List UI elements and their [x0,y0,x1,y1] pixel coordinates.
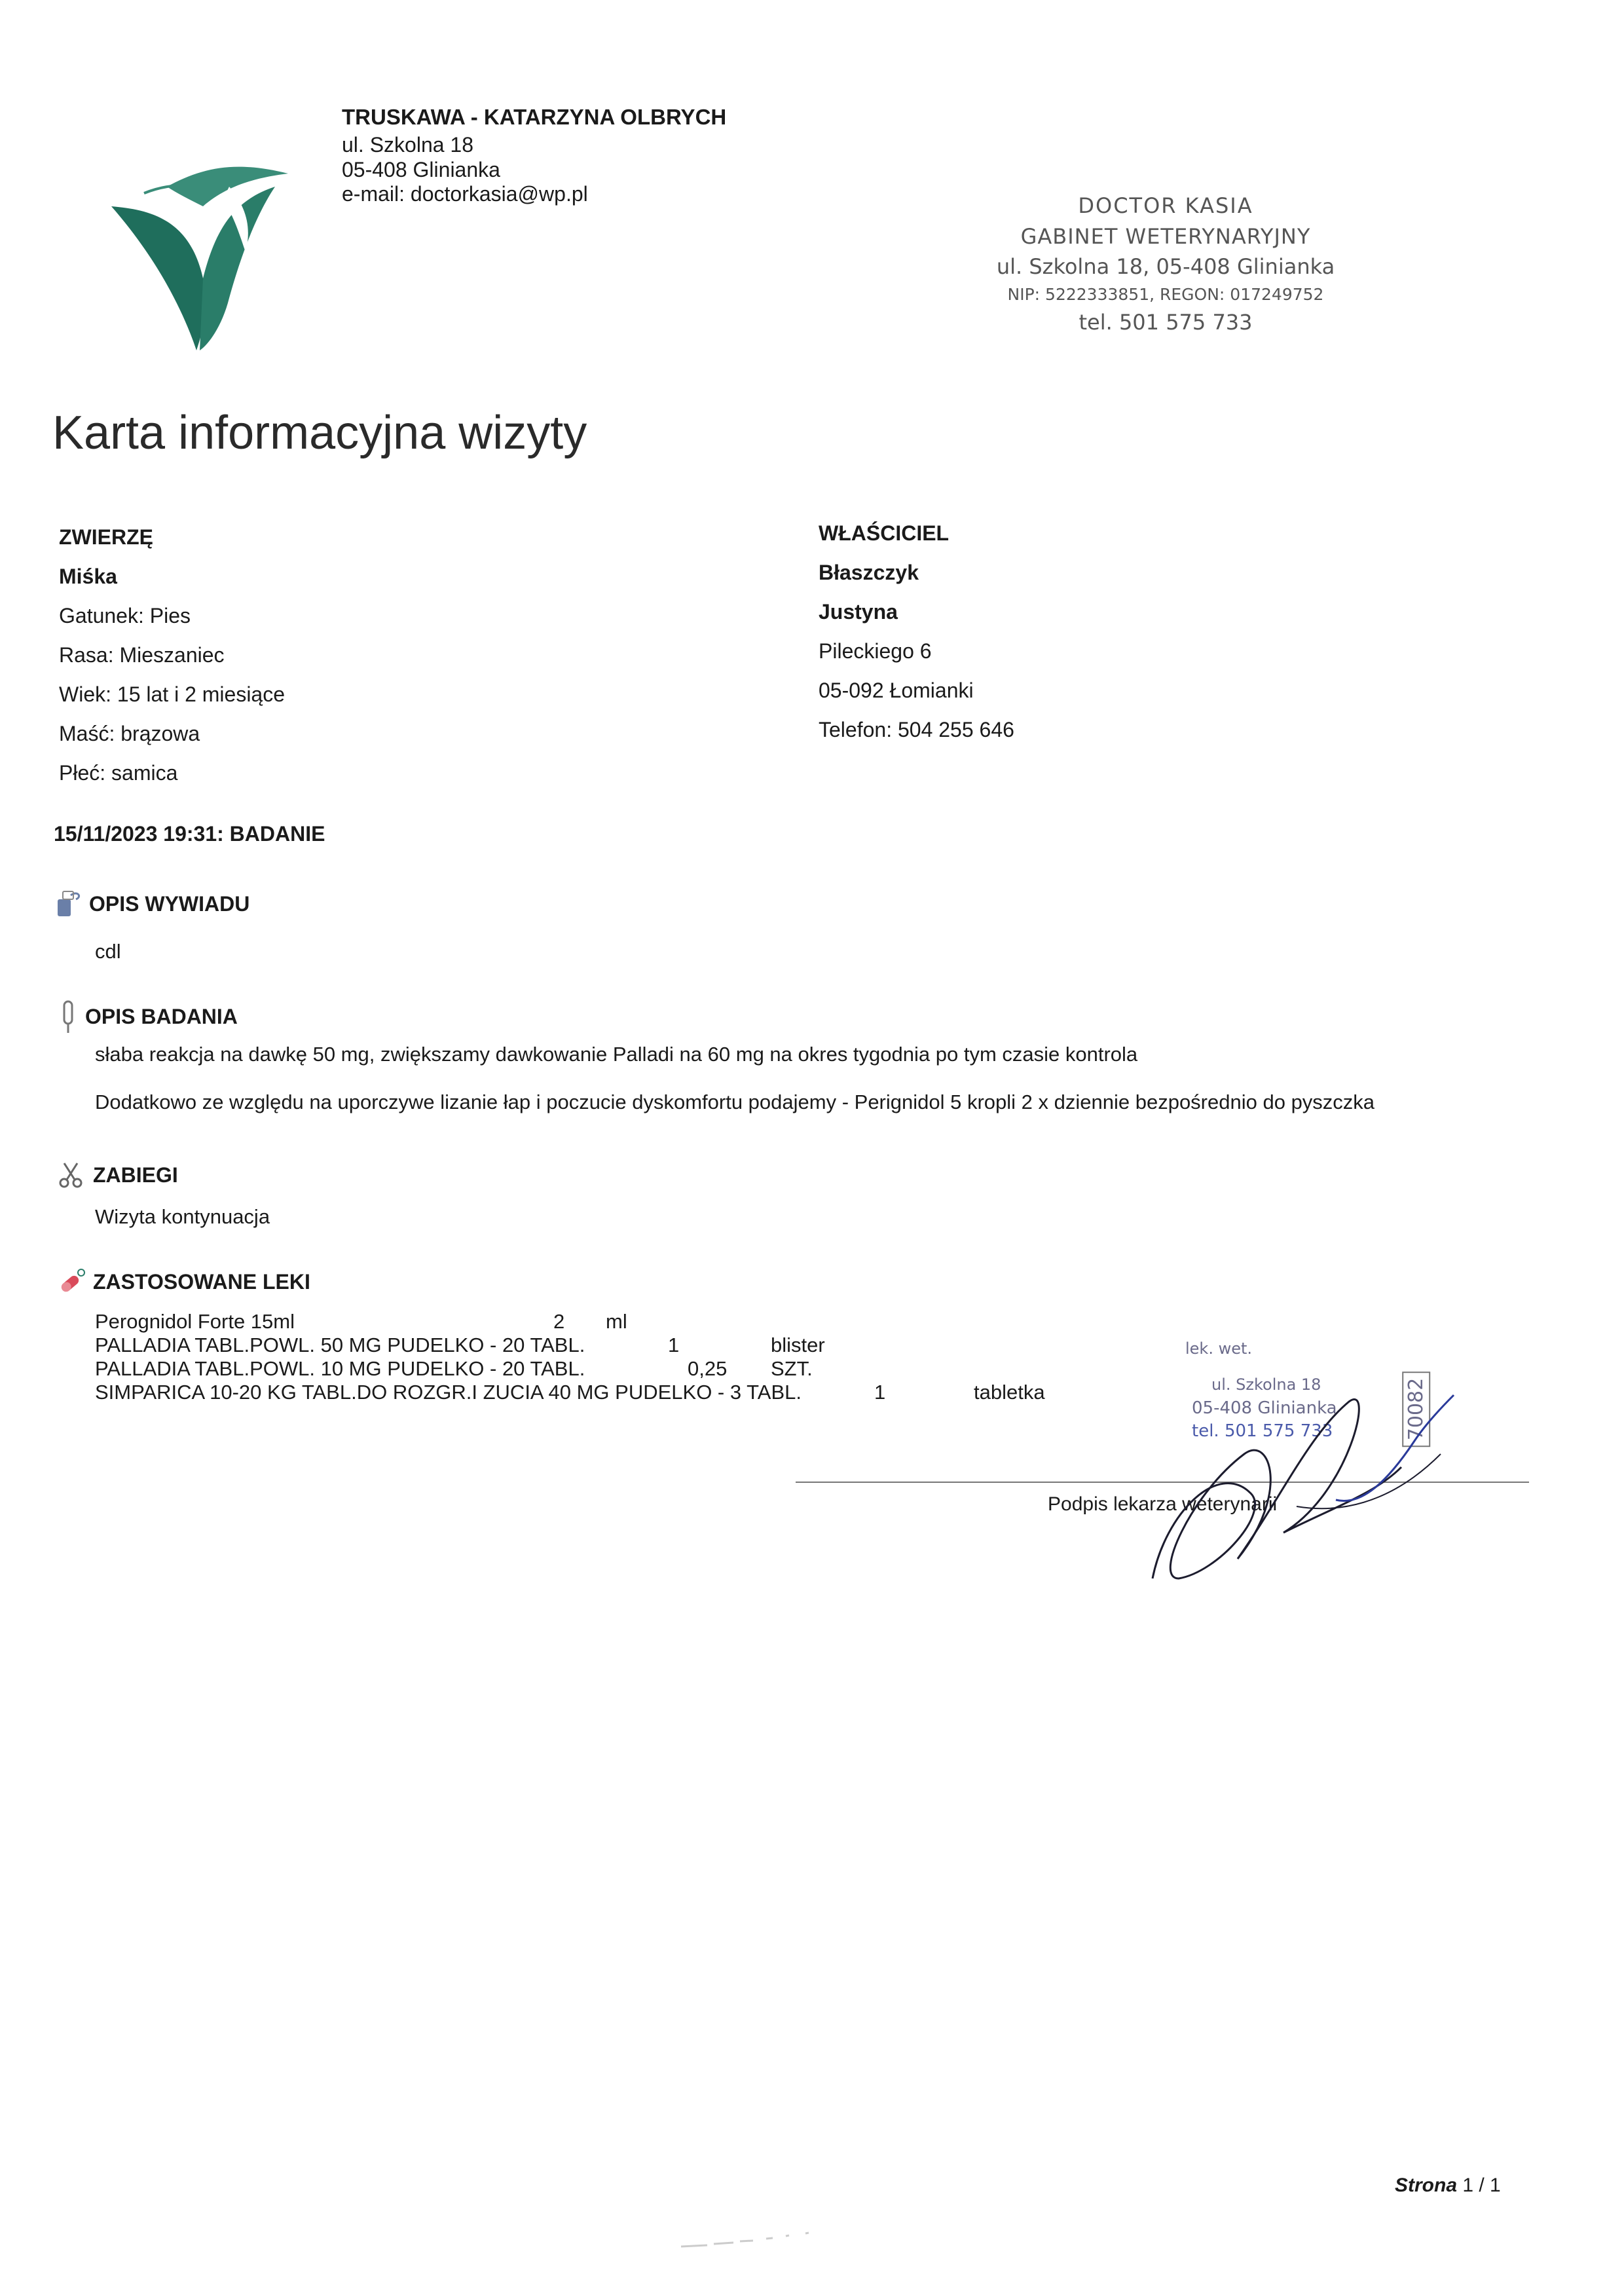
owner-info [819,513,1014,749]
drug-name: SIMPARICA 10-20 KG TABL.DO ROZGR.I ZUCIA 40 MG PUDELKO - 3 TABL. [95,1381,802,1404]
interview-icon [54,887,83,920]
owner-phone: Telefon: 504 255 646 [819,718,1014,741]
signature-scribble-icon [1139,1362,1467,1585]
clinic-street: ul. Szkolna 18 [342,133,474,157]
stamp-line-5: tel. 501 575 733 [1079,310,1253,335]
page-title: Karta informacyjna wizyty [52,407,587,459]
signature-stamp-line-1: lek. wet. [1185,1339,1253,1358]
animal-breed: Rasa: Mieszaniec [59,643,225,667]
drugs-heading: ZASTOSOWANE LEKI [93,1269,310,1294]
animal-color: Maść: brązowa [59,722,200,745]
animal-heading: ZWIERZĘ [59,525,153,549]
exam-text-2: Dodatkowo ze względu na uporczywe lizanie łap i poczucie dyskomfortu podajemy - Perignidol 5 kropli 2 x dziennie bezpośrednio do pyszczka [95,1091,1375,1113]
drug-row [95,1357,1077,1381]
bird-logo-icon [105,147,301,357]
drug-qty: 1 [668,1334,680,1356]
owner-firstname: Justyna [819,600,898,624]
drug-qty: 2 [553,1310,565,1333]
signature-label: Podpis lekarza weterynarii [1048,1493,1278,1515]
procedures-text: Wizyta kontynuacja [95,1205,270,1228]
exam-heading: OPIS BADANIA [85,1004,238,1028]
clinic-name: TRUSKAWA - KATARZYNA OLBRYCH [342,105,727,129]
scan-artifact [681,2227,838,2253]
page-number [1395,2174,1501,2197]
drugs-list [95,1310,1077,1404]
drug-name: Perognidol Forte 15ml [95,1310,295,1333]
animal-sex: Płeć: samica [59,761,178,785]
interview-text: cdl [95,940,121,963]
procedures-heading: ZABIEGI [93,1163,178,1187]
stamp-line-4: NIP: 5222333851, REGON: 017249752 [1007,285,1324,304]
drug-qty: 0,25 [688,1357,728,1380]
stamp-line-3: ul. Szkolna 18, 05-408 Glinianka [996,254,1335,279]
drug-name: PALLADIA TABL.POWL. 10 MG PUDELKO - 20 TABL. [95,1357,585,1380]
drugs-section-heading [58,1267,310,1296]
signature-stamp-number: 70082 [1402,1371,1430,1447]
interview-heading: OPIS WYWIADU [89,891,250,916]
drug-qty: 1 [874,1381,886,1404]
clinic-stamp [969,190,1362,337]
owner-city: 05-092 Łomianki [819,679,974,702]
drug-row [95,1310,1077,1334]
signature-stamp-line-4: tel. 501 575 733 [1192,1421,1333,1441]
animal-age: Wiek: 15 lat i 2 miesiące [59,682,286,706]
drug-row [95,1334,1077,1357]
drug-name: PALLADIA TABL.POWL. 50 MG PUDELKO - 20 TABL. [95,1334,585,1356]
scissors-icon [58,1161,86,1189]
signature-stamp-line-3: 05-408 Glinianka [1192,1398,1337,1418]
drug-unit: SZT. [771,1357,813,1380]
animal-name: Miśka [59,565,117,588]
signature-stamp-line-2: ul. Szkolna 18 [1211,1375,1321,1394]
drug-unit: tabletka [974,1381,1045,1404]
owner-street: Pileckiego 6 [819,639,932,663]
scan-dots-icon [681,2227,838,2253]
stamp-line-1: DOCTOR KASIA [1078,193,1253,218]
clinic-email: e-mail: doctorkasia@wp.pl [342,182,588,206]
clinic-logo [105,147,301,357]
handwritten-signature [1139,1362,1467,1585]
clinic-city: 05-408 Glinianka [342,158,500,181]
visit-header: 15/11/2023 19:31: BADANIE [54,822,325,846]
animal-species: Gatunek: Pies [59,604,191,627]
page-label: Strona [1395,2174,1458,2196]
exam-text-1: słaba reakcja na dawkę 50 mg, zwiększamy dawkowanie Palladi na 60 mg na okres tygodnia po tym czasie kontrola [95,1043,1138,1066]
procedures-section-heading [58,1161,178,1189]
owner-surname: Błaszczyk [819,561,919,584]
animal-info [59,517,285,793]
exam-section-heading [59,999,238,1034]
drug-unit: ml [606,1310,627,1333]
interview-section-heading [54,887,249,920]
thermometer-icon [59,999,79,1034]
drug-row [95,1381,1077,1404]
page-value: 1 / 1 [1462,2174,1501,2196]
drug-unit: blister [771,1334,825,1356]
pill-icon [58,1267,86,1296]
owner-heading: WŁAŚCICIEL [819,521,950,545]
stamp-line-2: GABINET WETERYNARYJNY [1020,224,1311,249]
